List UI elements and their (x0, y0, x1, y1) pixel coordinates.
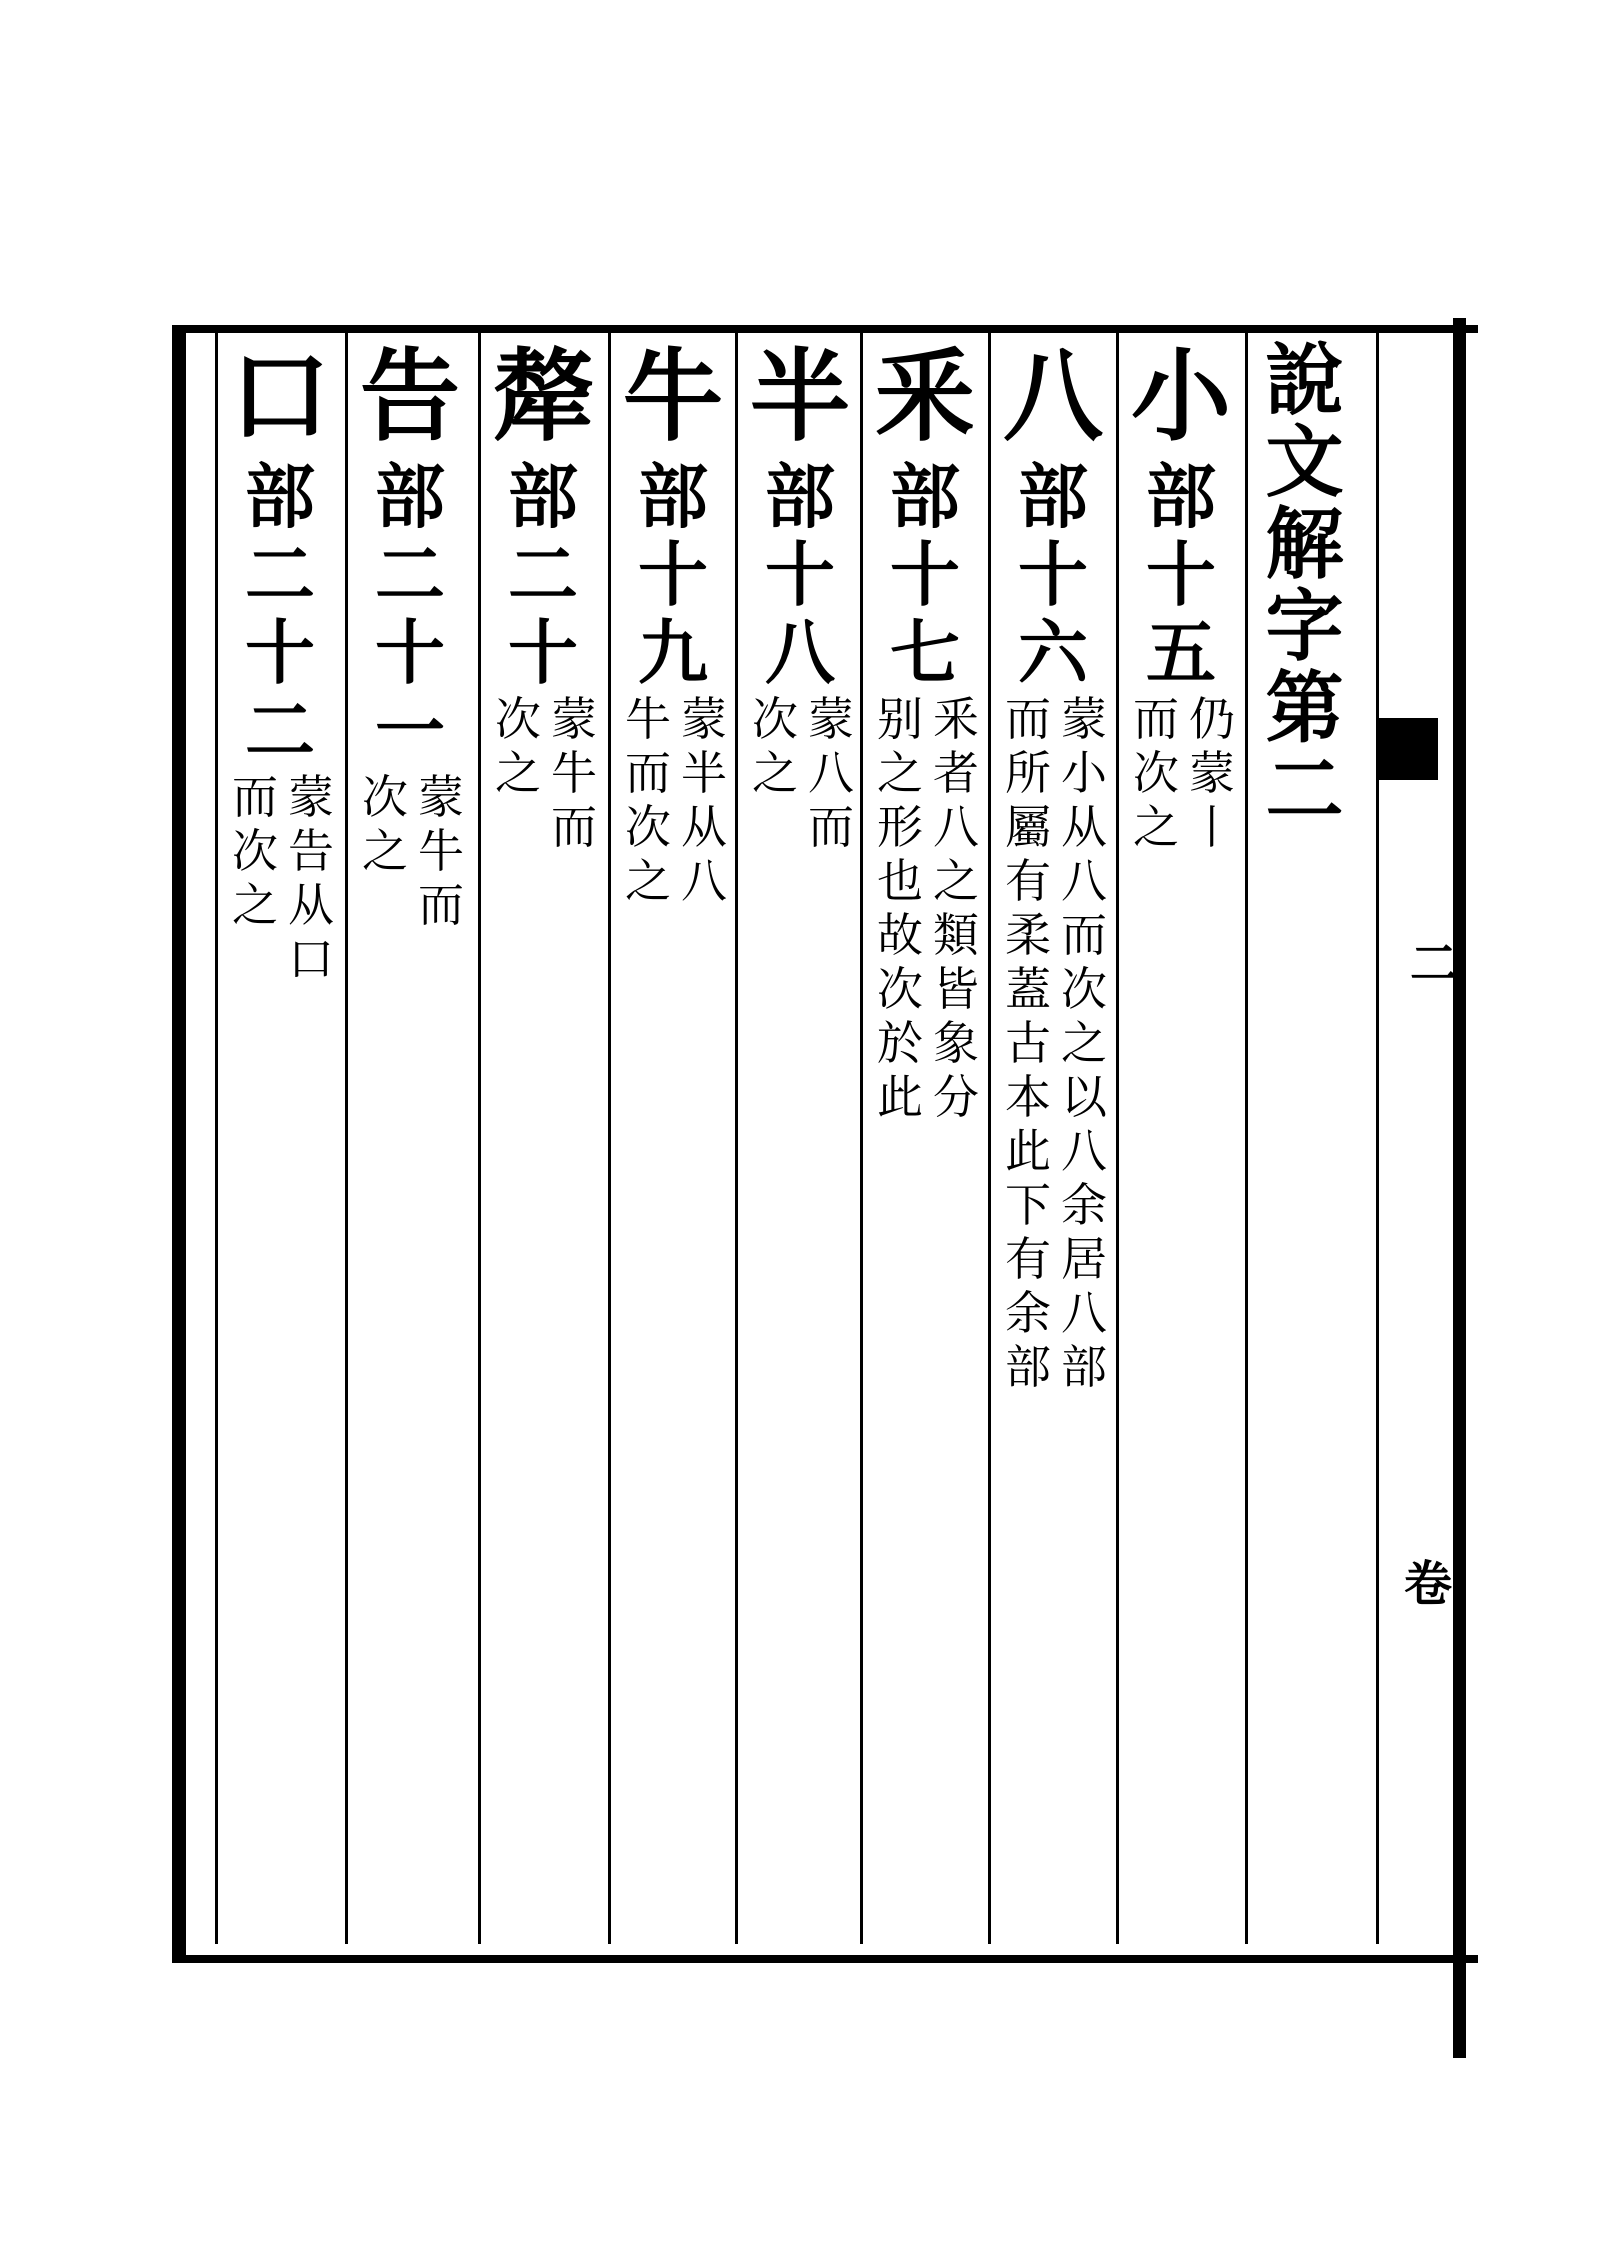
commentary (744, 692, 856, 854)
title-char: 解 (1265, 499, 1344, 590)
radical-label-char: 十 (1146, 533, 1216, 616)
commentary (1125, 692, 1237, 854)
column-rule (215, 332, 218, 1944)
entry-column (220, 337, 340, 772)
page-frame-right-edge (1453, 318, 1466, 2058)
radical-seal-char: 牛 (623, 337, 723, 455)
commentary-line: 蒙 半 从 八 (681, 692, 727, 908)
radical-label-char: 二 (245, 533, 315, 616)
commentary (487, 692, 599, 854)
title-char: 說 (1265, 335, 1344, 426)
commentary-line: 蒙 告 从 口 (288, 770, 334, 986)
radical-seal-char: 半 (750, 337, 850, 455)
commentary-line: 而 次 之 (232, 770, 278, 932)
column-rule (608, 332, 611, 1944)
title-char: 第 (1265, 663, 1344, 754)
commentary-line: 牛 而 次 之 (625, 692, 671, 908)
column-rule (735, 332, 738, 1944)
commentary (869, 692, 981, 1124)
entry-column (740, 337, 860, 694)
radical-label-char: 部 (890, 455, 960, 538)
radical-label-char: 部 (765, 455, 835, 538)
commentary-line: 而 所 屬 有 柔 蓋 古 本 此 下 有 余 部 (1005, 692, 1051, 1394)
entry-column (483, 337, 603, 694)
commentary-line: 次 之 (495, 692, 541, 800)
fishtail-mark (1378, 718, 1438, 780)
radical-seal-char: 釆 (875, 337, 975, 455)
title-char: 字 (1265, 581, 1344, 672)
radical-label-char: 一 (375, 689, 445, 772)
radical-label-char: 部 (375, 455, 445, 538)
radical-label-char: 五 (1146, 611, 1216, 694)
radical-label-char: 部 (1018, 455, 1088, 538)
commentary (354, 770, 466, 932)
radical-label-char: 十 (1018, 533, 1088, 616)
entry-column (1121, 337, 1241, 694)
radical-label-char: 部 (1146, 455, 1216, 538)
radical-label-char: 部 (508, 455, 578, 538)
column-rule (345, 332, 348, 1944)
radical-label-char: 六 (1018, 611, 1088, 694)
commentary-line: 蒙 小 从 八 而 次 之 以 八 余 居 八 部 (1061, 692, 1107, 1394)
radical-label-char: 十 (638, 533, 708, 616)
radical-seal-char: 口 (230, 337, 330, 455)
commentary-line: 而 次 之 (1133, 692, 1179, 854)
commentary-line: 蒙 八 而 (808, 692, 854, 854)
radical-label-char: 十 (890, 533, 960, 616)
radical-label-char: 部 (245, 455, 315, 538)
radical-label-char: 十 (508, 611, 578, 694)
column-rule (1116, 332, 1119, 1944)
entry-column (993, 337, 1113, 694)
radical-label-char: 九 (638, 611, 708, 694)
entry-column (865, 337, 985, 694)
radical-label-char: 二 (375, 533, 445, 616)
commentary-line: 仍 蒙 丨 (1189, 692, 1235, 854)
radical-label-char: 十 (765, 533, 835, 616)
commentary-line: 蒙 牛 而 (418, 770, 464, 932)
commentary-line: 别 之 形 也 故 次 於 此 (877, 692, 923, 1124)
column-rule (1376, 332, 1379, 1944)
title-char: 文 (1265, 417, 1344, 508)
commentary (997, 692, 1109, 1394)
radical-label-char: 八 (765, 611, 835, 694)
commentary-line: 次 之 (362, 770, 408, 878)
entry-column (613, 337, 733, 694)
entry-column (350, 337, 470, 772)
title-char: 二 (1265, 745, 1344, 836)
edge-text: 卷 (1404, 1556, 1453, 1612)
radical-label-char: 十 (375, 611, 445, 694)
column-rule (860, 332, 863, 1944)
radical-label-char: 二 (508, 533, 578, 616)
radical-label-char: 二 (245, 689, 315, 772)
commentary (224, 770, 336, 986)
radical-seal-char: 犛 (493, 337, 593, 455)
column-rule (1245, 332, 1248, 1944)
commentary (617, 692, 729, 908)
radical-seal-char: 告 (360, 337, 460, 455)
commentary-line: 次 之 (752, 692, 798, 800)
commentary-line: 蒙 牛 而 (551, 692, 597, 854)
radical-label-char: 部 (638, 455, 708, 538)
edge-text: 二 (1410, 936, 1459, 992)
radical-seal-char: 八 (1003, 337, 1103, 455)
page-title (1252, 335, 1357, 836)
radical-seal-char: 小 (1131, 337, 1231, 455)
radical-label-char: 七 (890, 611, 960, 694)
commentary-line: 釆 者 八 之 類 皆 象 分 (933, 692, 979, 1124)
radical-label-char: 十 (245, 611, 315, 694)
column-rule (478, 332, 481, 1944)
column-rule (988, 332, 991, 1944)
